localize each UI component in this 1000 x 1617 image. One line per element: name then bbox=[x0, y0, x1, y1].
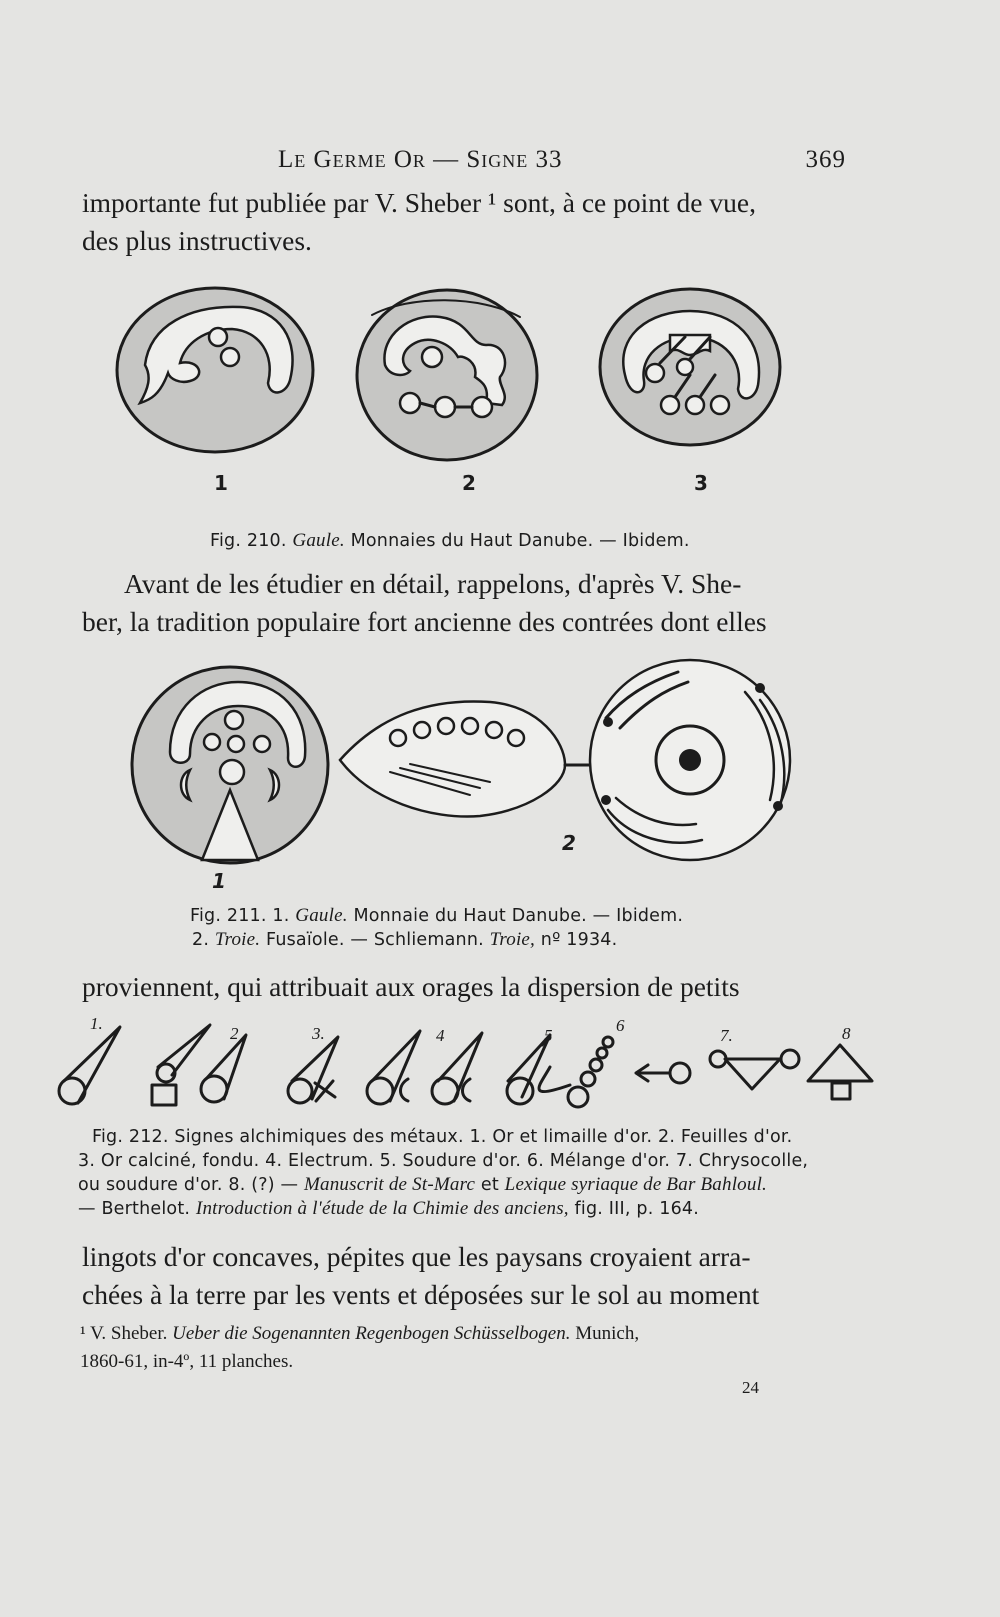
fig211-label-1: 1 bbox=[212, 869, 226, 893]
signature-mark: 24 bbox=[742, 1378, 759, 1397]
spindle-whorl-211-2 bbox=[340, 660, 790, 860]
fig210-caption-rest: Monnaies du Haut Danube. — Ibidem. bbox=[350, 531, 690, 551]
figure-210 bbox=[110, 285, 830, 515]
sign-7-chrysocolla-icon bbox=[636, 1050, 799, 1089]
fig212-label-3: 3. bbox=[312, 1024, 325, 1043]
fig211-caption2-rest: nº 1934. bbox=[540, 930, 618, 950]
fig212-caption-line-3 bbox=[78, 1173, 767, 1197]
footnote bbox=[80, 1320, 846, 1376]
fig212-caption4-b: fig. III, p. 164. bbox=[574, 1199, 699, 1219]
fig211-caption2-num: 2. bbox=[192, 930, 210, 950]
fig212-label-5: 5 bbox=[544, 1026, 553, 1045]
fig212-caption3-b: et bbox=[480, 1175, 499, 1195]
coin-210-1 bbox=[117, 288, 313, 452]
fig211-caption-line-1 bbox=[190, 904, 683, 928]
footnote-marker: ¹ bbox=[80, 1323, 86, 1344]
paragraph-2-line-2: ber, la tradition populaire fort ancienne des contrées dont elles bbox=[82, 606, 767, 637]
footnote-place: Munich, bbox=[575, 1323, 640, 1344]
fig211-label-2: 2 bbox=[562, 831, 576, 855]
sign-6-gold-mixture-icon bbox=[568, 1037, 613, 1107]
running-header bbox=[278, 146, 846, 174]
fig212-caption-line-4 bbox=[78, 1197, 699, 1221]
paragraph-1-line-1: importante fut publiée par V. Sheber ¹ sont, à ce point de vue, bbox=[82, 187, 756, 218]
sign-8-unknown-icon bbox=[808, 1045, 872, 1099]
coin-210-3 bbox=[600, 289, 780, 445]
fig210-caption bbox=[210, 529, 690, 553]
sign-1-gold-icon bbox=[59, 1027, 120, 1104]
fig211-caption-italic: Gaule. bbox=[295, 905, 348, 926]
fig210-caption-italic: Gaule. bbox=[292, 530, 345, 551]
fig212-caption3-i1: Manuscrit de St-Marc bbox=[304, 1174, 476, 1195]
page-number: 369 bbox=[805, 146, 846, 173]
sign-4-electrum-icon bbox=[367, 1031, 482, 1104]
figure-212 bbox=[50, 1015, 900, 1115]
fig210-label-1: 1 bbox=[214, 471, 228, 495]
footnote-title: Ueber die Sogenannten Regenbogen Schüsselbogen. bbox=[172, 1323, 571, 1344]
fig212-caption-line-1: Fig. 212. Signes alchimiques des métaux. 1. Or et limaille d'or. 2. Feuilles d'or. bbox=[92, 1127, 793, 1147]
fig211-caption-line-2 bbox=[192, 928, 617, 952]
fig212-label-6: 6 bbox=[616, 1016, 625, 1035]
paragraph-4-line-1: lingots d'or concaves, pépites que les paysans croyaient arra- bbox=[82, 1241, 751, 1272]
coin-211-1 bbox=[132, 667, 328, 863]
sign-5-gold-solder-icon bbox=[507, 1035, 570, 1104]
fig212-caption3-i2: Lexique syriaque de Bar Bahloul. bbox=[504, 1174, 767, 1195]
paragraph-3-line-1: proviennent, qui attribuait aux orages la dispersion de petits bbox=[82, 971, 740, 1002]
fig211-caption-num: Fig. 211. 1. bbox=[190, 906, 290, 926]
coin-210-2 bbox=[357, 290, 537, 460]
fig211-caption2-mid: Fusaïole. — Schliemann. bbox=[266, 930, 484, 950]
fig212-caption-line-2: 3. Or calciné, fondu. 4. Electrum. 5. Soudure d'or. 6. Mélange d'or. 7. Chrysocolle, bbox=[78, 1151, 809, 1171]
fig212-label-1: 1. bbox=[90, 1014, 103, 1033]
fig212-caption3-a: ou soudure d'or. 8. (?) — bbox=[78, 1175, 299, 1195]
footnote-line-2: 1860-61, in-4º, 11 planches. bbox=[80, 1351, 294, 1372]
fig210-label-3: 3 bbox=[694, 471, 708, 495]
fig212-label-4: 4 bbox=[436, 1026, 445, 1045]
header-title: Le Germe Or — Signe 33 bbox=[278, 146, 563, 173]
figure-211 bbox=[130, 660, 810, 900]
fig211-caption2-italic1: Troie. bbox=[214, 929, 261, 950]
fig212-caption4-a: — Berthelot. bbox=[78, 1199, 191, 1219]
fig212-label-2: 2 bbox=[230, 1024, 239, 1043]
fig212-caption4-i1: Introduction à l'étude de la Chimie des anciens, bbox=[195, 1198, 569, 1219]
paragraph-4-line-2: chées à la terre par les vents et déposées sur le sol au moment bbox=[82, 1279, 760, 1310]
paragraph-1-line-2: des plus instructives. bbox=[82, 225, 312, 256]
paragraph-2-line-1: Avant de les étudier en détail, rappelons, d'après V. She- bbox=[124, 568, 742, 599]
fig211-caption-rest: Monnaie du Haut Danube. — Ibidem. bbox=[353, 906, 684, 926]
fig210-caption-num: Fig. 210. bbox=[210, 531, 287, 551]
fig211-caption2-italic2: Troie, bbox=[489, 929, 536, 950]
fig212-label-8: 8 bbox=[842, 1024, 851, 1043]
footnote-author: V. Sheber. bbox=[90, 1323, 168, 1344]
fig212-label-7: 7. bbox=[720, 1026, 733, 1045]
fig210-label-2: 2 bbox=[462, 471, 476, 495]
sign-3-calcined-gold-icon bbox=[288, 1037, 338, 1103]
